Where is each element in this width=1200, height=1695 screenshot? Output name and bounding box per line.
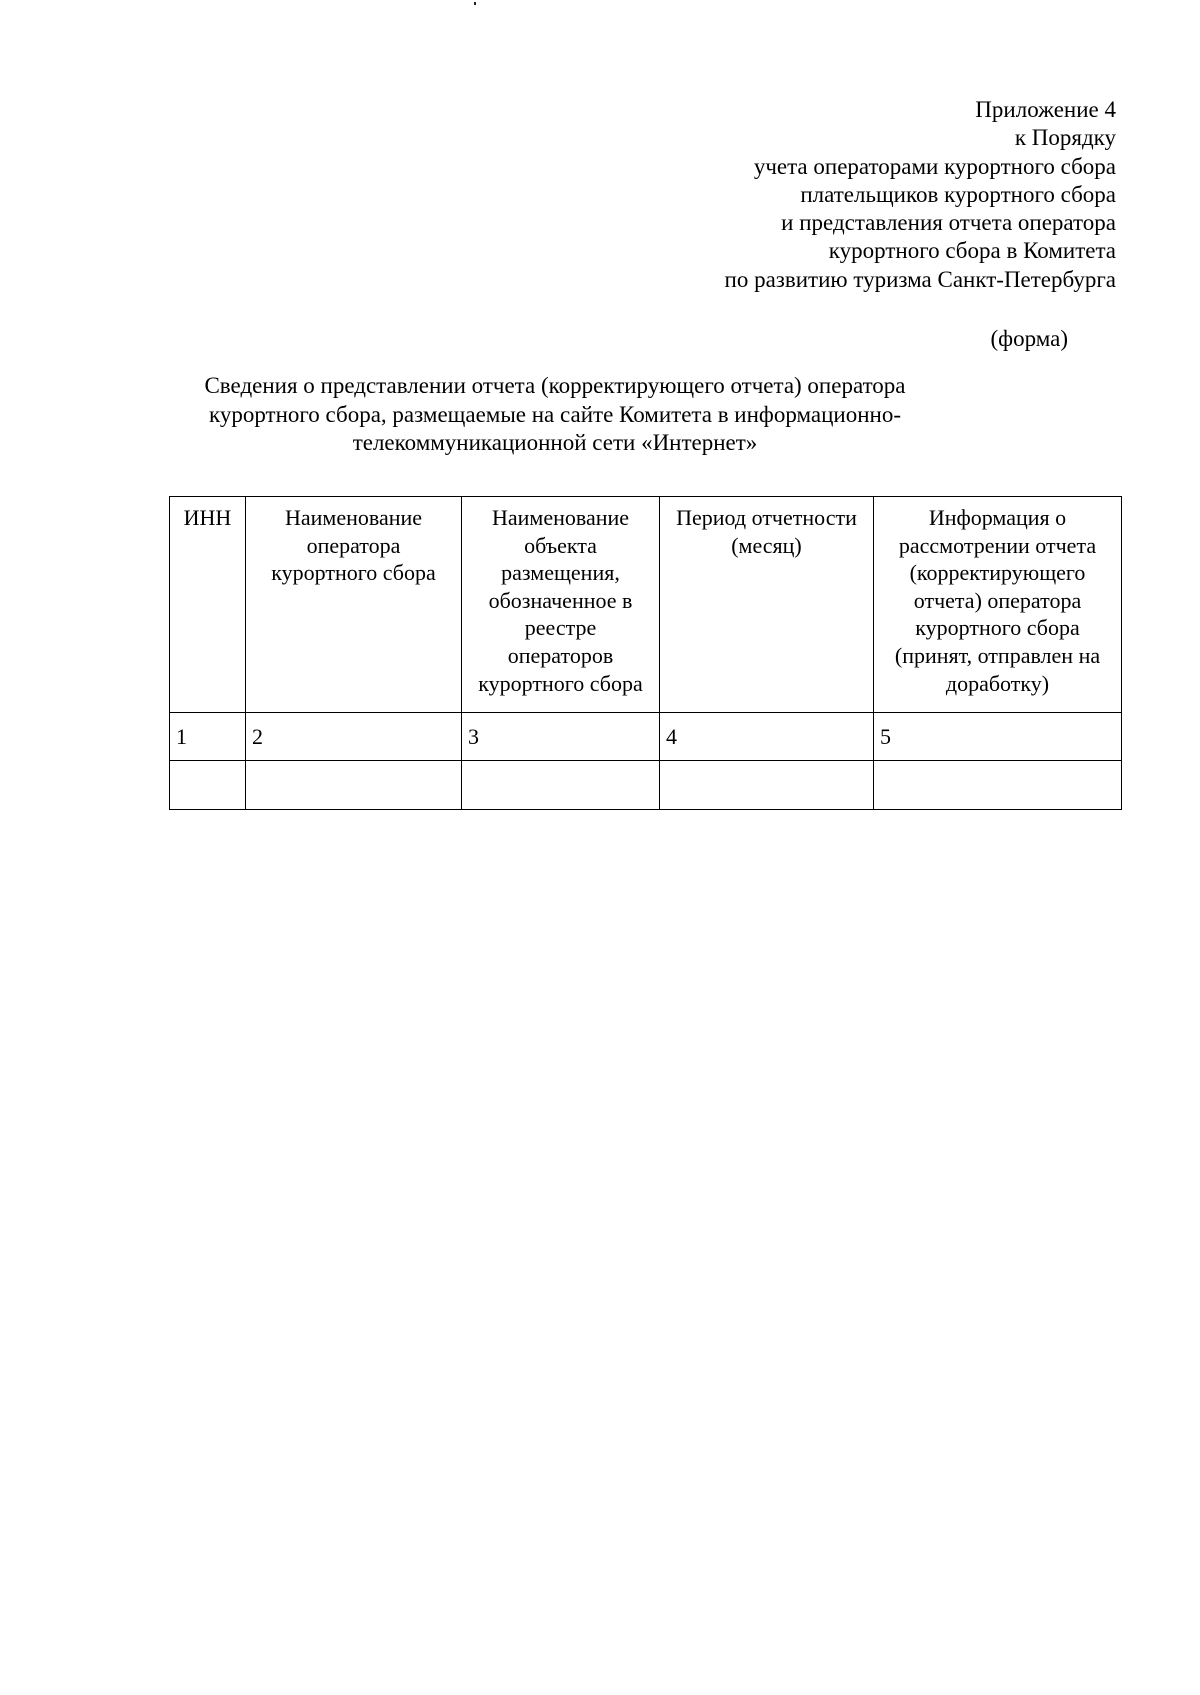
header-line: размещения, <box>501 560 620 586</box>
header-line: отчета) оператора <box>913 587 1082 613</box>
header-line: оператора <box>306 532 401 558</box>
appendix-line: и представления отчета оператора <box>781 210 1116 236</box>
column-number-cell: 3 <box>462 713 660 761</box>
column-number-cell: 5 <box>874 713 1122 761</box>
empty-cell <box>874 761 1122 810</box>
header-line: (принят, отправлен на <box>894 642 1101 668</box>
header-line: Информация о <box>928 505 1067 530</box>
header-line: ИНН <box>183 505 232 530</box>
document-title <box>170 372 940 458</box>
column-number-cell: 4 <box>660 713 874 761</box>
appendix-line: к Порядку <box>1014 125 1116 151</box>
header-line: курортного сбора <box>478 670 643 696</box>
appendix-line: плательщиков курортного сбора <box>800 181 1116 207</box>
scan-artifact-dot <box>474 2 476 5</box>
header-line: Наименование <box>491 505 630 530</box>
header-reporting-period <box>660 497 874 713</box>
column-number-cell: 1 <box>170 713 246 761</box>
header-line: курортного сбора <box>915 615 1080 641</box>
title-line: Сведения о представлении отчета (корректирующего отчета) оператора <box>204 373 906 398</box>
header-line: Период отчетности <box>676 505 857 530</box>
empty-cell <box>170 761 246 810</box>
header-line: операторов <box>507 642 614 668</box>
header-line: (корректирующего <box>909 560 1086 586</box>
header-line: Наименование <box>284 505 423 530</box>
appendix-line: Приложение 4 <box>975 97 1116 122</box>
empty-cell <box>660 761 874 810</box>
header-line: реестре <box>524 615 597 641</box>
empty-cell <box>462 761 660 810</box>
appendix-header <box>516 96 1116 294</box>
table-row <box>170 761 1122 810</box>
header-line: рассмотрении отчета <box>898 532 1097 558</box>
form-label: (форма) <box>990 326 1068 351</box>
column-number-row <box>170 713 1122 761</box>
title-line: телекоммуникационной сети «Интернет» <box>352 430 758 455</box>
header-line: курортного сбора <box>271 560 436 586</box>
appendix-line: учета операторами курортного сбора <box>753 153 1116 179</box>
header-line: объекта <box>524 532 597 558</box>
column-number-cell: 2 <box>246 713 462 761</box>
empty-cell <box>246 761 462 810</box>
header-operator-name <box>246 497 462 713</box>
title-line: курортного сбора, размещаемые на сайте Комитета в информационно- <box>209 401 901 427</box>
appendix-line: по развитию туризма Санкт-Петербурга <box>724 266 1116 292</box>
header-review-info <box>874 497 1122 713</box>
header-line: (месяц) <box>731 532 802 558</box>
header-line: доработку) <box>945 670 1050 696</box>
header-facility-name <box>462 497 660 713</box>
report-table <box>169 496 1122 810</box>
table-header-row <box>170 497 1122 713</box>
header-line: обозначенное в <box>488 587 633 613</box>
header-inn <box>170 497 246 713</box>
appendix-line: курортного сбора в Комитета <box>828 238 1116 264</box>
